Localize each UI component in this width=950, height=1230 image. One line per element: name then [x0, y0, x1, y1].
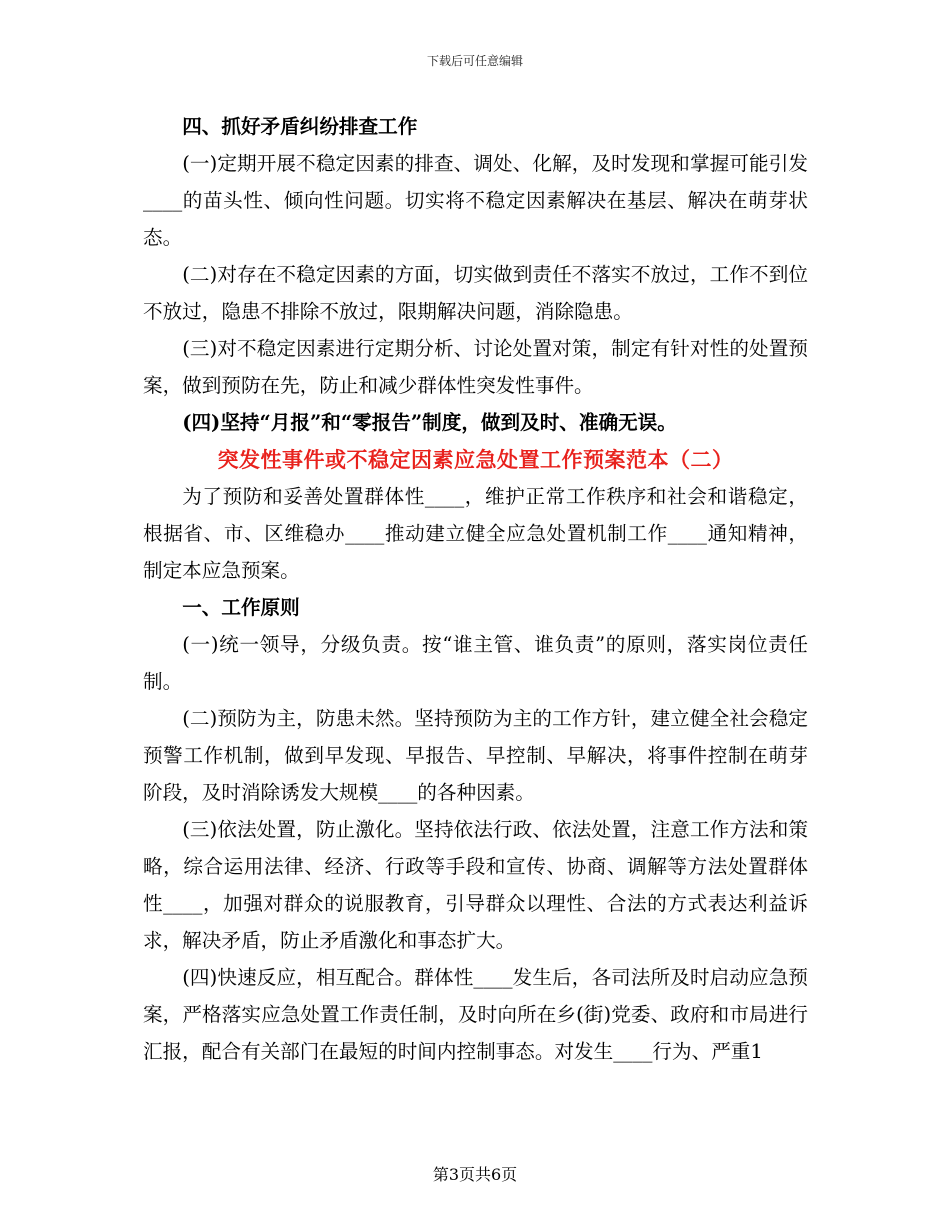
paragraph: (一)统一领导，分级负责。按“谁主管、谁负责”的原则，落实岗位责任制。 [143, 633, 808, 693]
document-body [143, 108, 808, 1070]
page-header: 下载后可任意编辑 [426, 54, 523, 68]
paragraph: (三)对不稳定因素进行定期分析、讨论处置对策，制定有针对性的处置预案，做到预防在先，防止和减少群体性突发性事件。 [143, 337, 808, 397]
paragraph: (一)定期开展不稳定因素的排查、调处、化解，及时发现和掌握可能引发____的苗头性、倾向性问题。切实将不稳定因素解决在基层、解决在萌芽状态。 [143, 152, 808, 249]
document-title: 突发性事件或不稳定因素应急处置工作预案范本（二） [217, 447, 734, 472]
section-heading-1: 一、工作原则 [182, 596, 300, 619]
page-footer: 第3页共6页 [432, 1165, 518, 1184]
paragraph-bold: (四)坚持“月报”和“零报告”制度，做到及时、准确无误。 [182, 411, 677, 434]
section-heading-4: 四、抓好矛盾纠纷排查工作 [182, 115, 418, 138]
paragraph: (三)依法处置，防止激化。坚持依法行政、依法处置，注意工作方法和策略，综合运用法律、经济、行政等手段和宣传、协商、调解等方法处置群体性____，加强对群众的说服教育，引导群众以理性、合法的方式表达利益诉求，解决矛盾，防止矛盾激化和事态扩大。 [143, 818, 808, 952]
paragraph: (二)对存在不稳定因素的方面，切实做到责任不落实不放过，工作不到位不放过，隐患不排除不放过，限期解决问题，消除隐患。 [143, 263, 808, 323]
paragraph: (二)预防为主，防患未然。坚持预防为主的工作方针，建立健全社会稳定预警工作机制，做到早发现、早报告、早控制、早解决，将事件控制在萌芽阶段，及时消除诱发大规模____的各种因素。 [143, 707, 808, 804]
paragraph: 为了预防和妥善处置群体性____，维护正常工作秩序和社会和谐稳定，根据省、市、区维稳办____推动建立健全应急处置机制工作____通知精神，制定本应急预案。 [143, 485, 808, 582]
paragraph: (四)快速反应，相互配合。群体性____发生后，各司法所及时启动应急预案，严格落实应急处置工作责任制，及时向所在乡(街)党委、政府和市局进行汇报，配合有关部门在最短的时间内控制事态。对发生____行为、严重1 [143, 966, 808, 1063]
